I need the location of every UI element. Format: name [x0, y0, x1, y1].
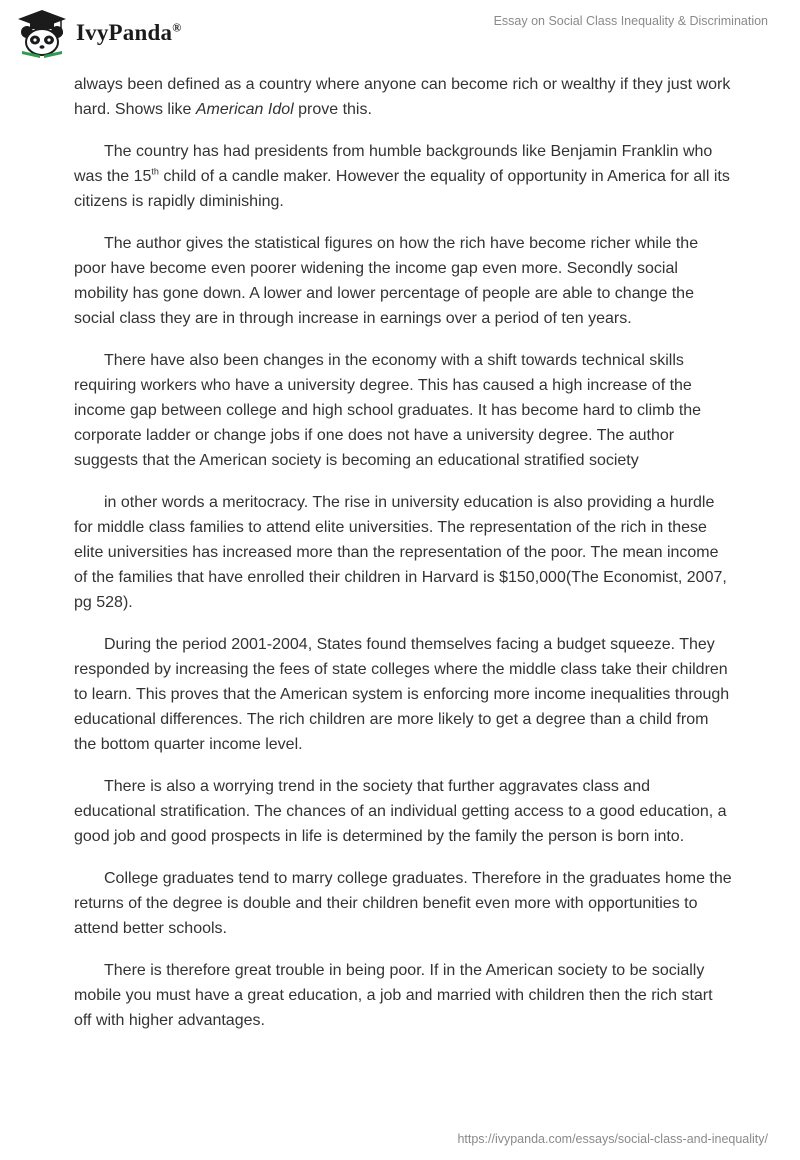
brand-name: IvyPanda®	[76, 20, 182, 45]
show-title: American Idol	[195, 101, 294, 118]
paragraph: There is therefore great trouble in being poor. If in the American society to be socially mobile you must have a great education, a job and married with children then the rich start off with higher advantages.	[74, 962, 713, 1029]
document-title: Essay on Social Class Inequality & Discrimination	[493, 14, 768, 28]
paragraph: College graduates tend to marry college graduates. Therefore in the graduates home the returns of the degree is double and their children benefit even more with opportunities to attend better schools.	[74, 870, 732, 937]
essay-body	[74, 72, 734, 1050]
brand-logo[interactable]	[14, 8, 181, 58]
page-header	[0, 0, 800, 70]
paragraph: The country has had presidents from humble backgrounds like Benjamin Franklin who was the 15th child of a candle maker. However the equality of opportunity in America for all its citizens is rapidly diminishing.	[74, 143, 730, 210]
panda-graduate-icon	[14, 8, 70, 58]
paragraph: The author gives the statistical figures on how the rich have become richer while the poor have become even poorer widening the income gap even more. Secondly social mobility has gone down. A lower and lower percentage of people are able to change the social class they are in through increase in earnings over a period of ten years.	[74, 235, 699, 327]
paragraph: There have also been changes in the economy with a shift towards technical skills requiring workers who have a university degree. This has caused a high increase of the income gap between college and high school graduates. It has become hard to climb the corporate ladder or change jobs if one does not have a university degree. The author suggests that the American society is becoming an educational stratified society	[74, 352, 702, 469]
paragraph: During the period 2001-2004, States found themselves facing a budget squeeze. They responded by increasing the fees of state colleges where the middle class take their children to learn. This proves that the American system is enforcing more income inequalities through educational differences. The rich children are more likely to get a degree than a child from the bottom quarter income level.	[74, 636, 730, 753]
paragraph: in other words a meritocracy. The rise in university education is also providing a hurdle for middle class families to attend elite universities. The representation of the rich in these elite universities has increased more than the representation of the poor. The mean income of the families that have enrolled their children in Harvard is $150,000(The Economist, 2007, pg 528).	[74, 494, 727, 611]
paragraph: There is also a worrying trend in the society that further aggravates class and educational stratification. The chances of an individual getting access to a good education, a good job and good prospects in life is determined by the family the person is born into.	[74, 778, 727, 845]
source-url[interactable]: https://ivypanda.com/essays/social-class-and-inequality/	[457, 1132, 768, 1146]
paragraph: always been defined as a country where anyone can become rich or wealthy if they just work hard. Shows like American Idol prove this.	[74, 76, 731, 118]
